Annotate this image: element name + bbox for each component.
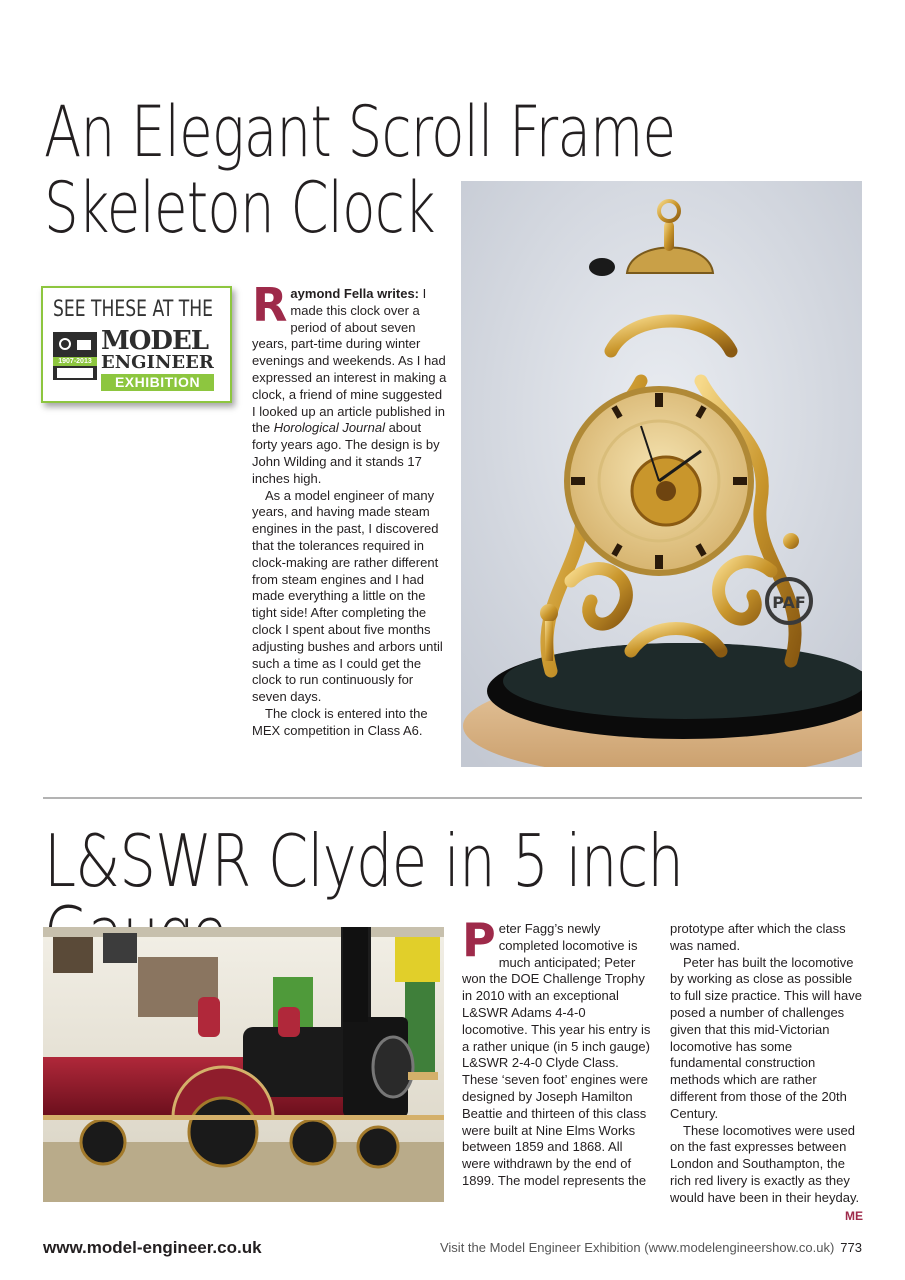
article1-body bbox=[252, 278, 447, 740]
article2-paragraph-2: Peter has built the locomotive by working as close as possible to full size practice. This will have posed a number of challenges given that this mid-Victorian locomotive has some fundamental construction methods which are rather different from those of the 20th Century. bbox=[670, 954, 862, 1121]
section-divider bbox=[43, 797, 862, 799]
dropcap: R bbox=[252, 278, 288, 332]
article2-title: L&SWR Clyde in 5 inch bbox=[44, 819, 684, 903]
journal-title: Horological Journal bbox=[273, 420, 385, 436]
badge-years: 1907-2013 bbox=[53, 357, 97, 366]
paragraph-text: eter Fagg’s newly completed locomotive is much anticipated; Peter won the DOE Challenge Trophy in 2010 with an exceptional L&SWR Adams 4-4-0 locomotive. This year his entry is a rather unique (in 5 inch gauge) L&SWR 2-4-0 Clyde Class. These ‘seven foot’ engines were designed by Joseph Hamilton Beattie and thirteen of this class were built at Nine Elms Works between 1859 and 1868. All were withdrawn by the end of 1899. The model represents the bbox=[462, 921, 651, 1188]
footer-visit-text: Visit the Model Engineer Exhibition (www.modelengineershow.co.uk) bbox=[439, 1240, 835, 1255]
article2-body-column-2 bbox=[670, 921, 863, 1224]
article1-paragraph-1 bbox=[252, 278, 447, 488]
article2-body-column-1 bbox=[462, 913, 652, 1190]
badge-brand-engineer: ENGINEER bbox=[101, 352, 214, 373]
plaque-monogram: PAF bbox=[772, 593, 806, 612]
article2-paragraph-1 bbox=[462, 913, 652, 1190]
locomotive-photo bbox=[43, 927, 444, 1202]
article1-paragraph-3: The clock is entered into the MEX competition in Class A6. bbox=[252, 705, 428, 738]
page-number: 773 bbox=[840, 1240, 862, 1255]
paragraph-text: about forty years ago. The design is by John Wilding and it stands 17 inches high. bbox=[252, 420, 440, 486]
badge-brand-exhibition: EXHIBITION bbox=[101, 374, 214, 391]
dropcap: P bbox=[462, 913, 496, 967]
exhibition-badge bbox=[41, 286, 232, 403]
signoff-mark: ME bbox=[845, 1208, 863, 1223]
paragraph-text: I made this clock over a period of about seven years, part-time during winter evenings and weekends. As I had expressed an interest in making a clock, a friend of mine suggested I looked up an article published in the bbox=[252, 286, 447, 436]
badge-heading: SEE THESE AT THE bbox=[53, 297, 214, 322]
exhibition-logo-icon bbox=[53, 332, 97, 380]
footer-website: www.model-engineer.co.uk bbox=[43, 1238, 262, 1257]
author-lead: aymond Fella writes: bbox=[290, 286, 420, 301]
skeleton-clock-photo bbox=[461, 181, 862, 767]
article-title-line-1: An Elegant Scroll Frame bbox=[44, 91, 676, 173]
badge-brand-model: MODEL bbox=[101, 326, 209, 356]
article-title-line-2: Skeleton Clock bbox=[44, 167, 435, 249]
article2-paragraph-3: These locomotives were used on the fast expresses between London and Southampton, the rich red livery is exactly as they would have been in their heyday. bbox=[670, 1122, 860, 1205]
footer-promo bbox=[440, 1240, 862, 1255]
paragraph-text-continued: prototype after which the class was named. bbox=[670, 921, 846, 953]
article1-paragraph-2: As a model engineer of many years, and having made steam engines in the past, I discovered that the tolerances required in clock-making are rather different from steam engines and I had made everything a little on the tight side! After completing the clock I spent about five months adjusting bushes and arbors until such a time as I could get the clock to run continuously for seven days. bbox=[252, 487, 443, 705]
